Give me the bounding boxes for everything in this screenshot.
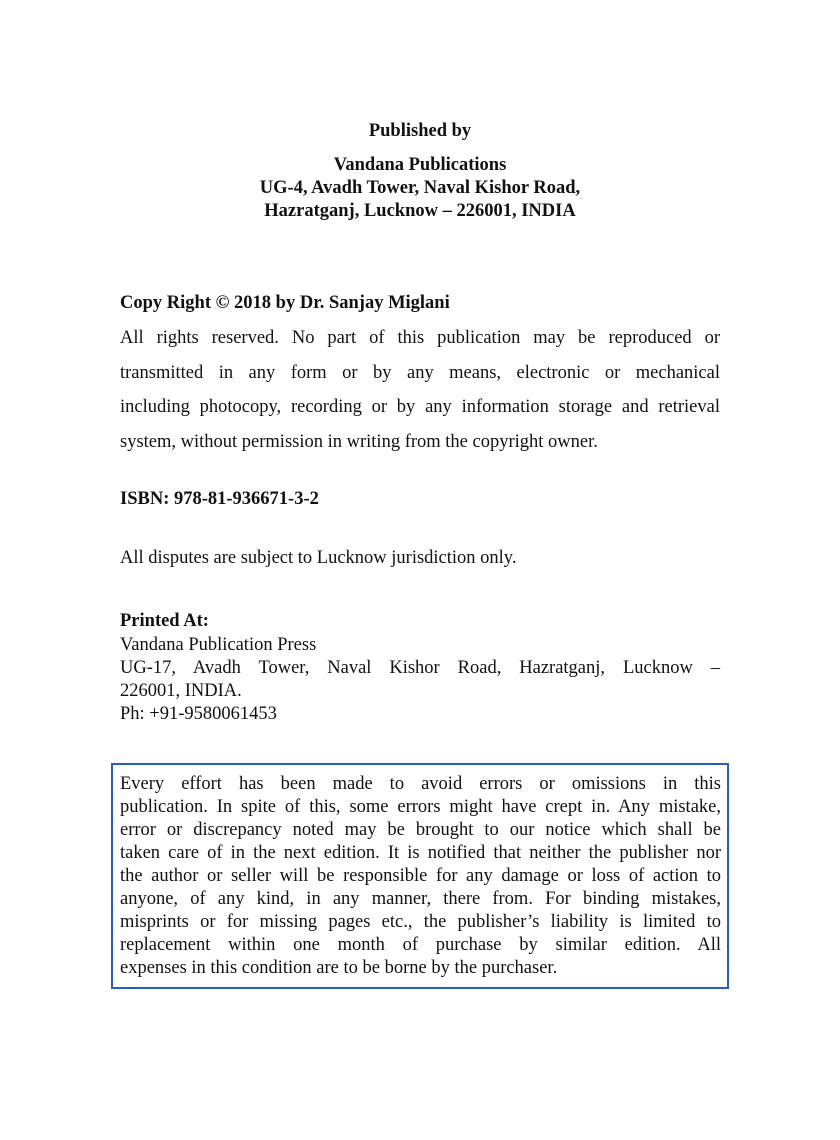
printer-line: Vandana Publication Press xyxy=(120,635,317,655)
isbn: ISBN: 978-81-936671-3-2 xyxy=(120,489,319,509)
disclaimer-line: replacement within one month of purchase by similar edition. All xyxy=(120,935,721,955)
jurisdiction-note: All disputes are subject to Lucknow jurisdiction only. xyxy=(120,548,517,568)
copyright-text-line: including photocopy, recording or by any information storage and retrieval xyxy=(120,397,720,417)
disclaimer-line: taken care of in the next edition. It is notified that neither the publisher nor xyxy=(120,843,721,863)
disclaimer-line: anyone, of any kind, in any manner, there from. For binding mistakes, xyxy=(120,889,721,909)
disclaimer-line: Every effort has been made to avoid errors or omissions in this xyxy=(120,774,721,794)
copyright-text-line: All rights reserved. No part of this publication may be reproduced or xyxy=(120,328,720,348)
copyright-heading: Copy Right © 2018 by Dr. Sanjay Miglani xyxy=(120,293,450,313)
publisher-address-line: Hazratganj, Lucknow – 226001, INDIA xyxy=(264,201,576,221)
disclaimer-box xyxy=(111,763,729,989)
disclaimer-line: publication. In spite of this, some errors might have crept in. Any mistake, xyxy=(120,797,721,817)
copyright-text-line: transmitted in any form or by any means, electronic or mechanical xyxy=(120,363,720,383)
printer-line: UG-17, Avadh Tower, Naval Kishor Road, Hazratganj, Lucknow – xyxy=(120,658,720,678)
printed-at-heading: Printed At: xyxy=(120,611,209,631)
disclaimer-line: expenses in this condition are to be borne by the purchaser. xyxy=(120,958,558,978)
published-by-heading: Published by xyxy=(368,121,472,141)
disclaimer-line: misprints or for missing pages etc., the publisher’s liability is limited to xyxy=(120,912,721,932)
copyright-text-line: system, without permission in writing from the copyright owner. xyxy=(120,432,598,452)
printer-phone: Ph: +91-9580061453 xyxy=(120,704,277,724)
disclaimer-line: error or discrepancy noted may be brought to our notice which shall be xyxy=(120,820,721,840)
publisher-address-line: UG-4, Avadh Tower, Naval Kishor Road, xyxy=(259,178,581,198)
publisher-name: Vandana Publications xyxy=(333,155,507,175)
printer-line: 226001, INDIA. xyxy=(120,681,242,701)
disclaimer-line: the author or seller will be responsible for any damage or loss of action to xyxy=(120,866,721,886)
